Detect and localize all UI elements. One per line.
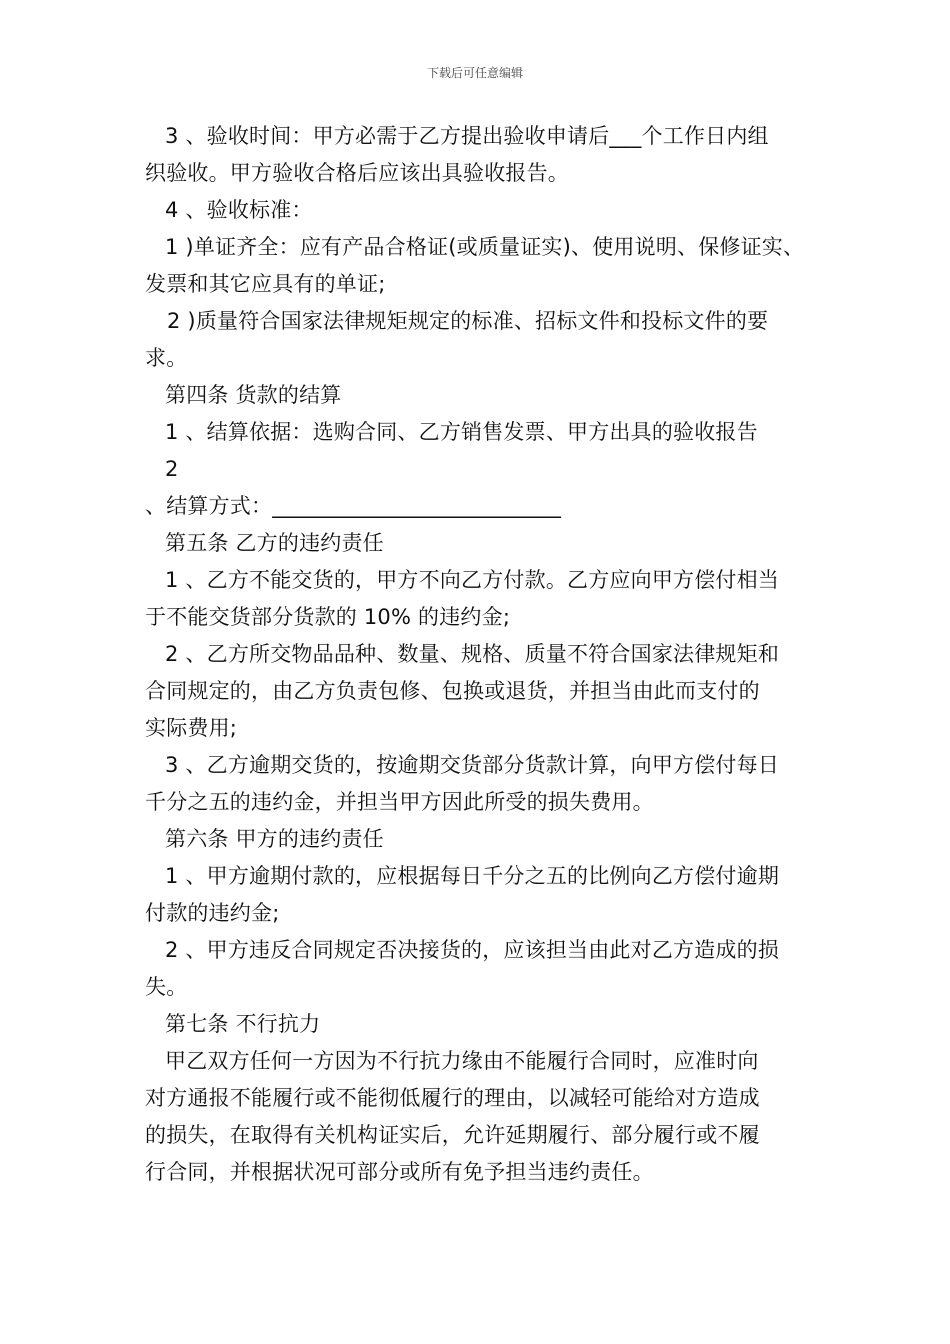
text-line: 付款的违约金; (145, 901, 280, 925)
document-body (145, 118, 825, 1191)
text-line: 3 、乙方逾期交货的，按逾期交货部分货款计算，向甲方偿付每日 (165, 753, 780, 777)
text-line: 发票和其它应具有的单证; (145, 272, 386, 296)
section-heading: 第五条 乙方的违约责任 (165, 531, 384, 555)
text-line: 1 、乙方不能交货的，甲方不向乙方付款。乙方应向甲方偿付相当 (165, 568, 780, 592)
text-line: 1 、结算依据：选购合同、乙方销售发票、甲方出具的验收报告 (165, 420, 758, 444)
text-line: 的损失，在取得有关机构证实后，允许延期履行、部分履行或不履 (145, 1123, 760, 1147)
text-line: 求。 (145, 346, 188, 370)
text-line: 1 )单证齐全：应有产品合格证(或质量证实)、使用说明、保修证实、 (165, 235, 805, 259)
text-line: 千分之五的违约金，并担当甲方因此所受的损失费用。 (145, 790, 654, 814)
text-line: 于不能交货部分货款的 10% 的违约金; (145, 605, 511, 629)
text-line: 2 、甲方违反合同规定否决接货的，应该担当由此对乙方造成的损 (165, 938, 780, 962)
text-line: 2 、乙方所交物品品种、数量、规格、质量不符合国家法律规矩和 (165, 642, 780, 666)
page-header: 下载后可任意编辑 (426, 66, 523, 80)
text-line: 2 )质量符合国家法律规矩规定的标准、招标文件和投标文件的要 (167, 309, 769, 333)
text-line: 、结算方式：___________________________ (145, 494, 562, 518)
text-line: 失。 (145, 975, 188, 999)
text-line: 4 、验收标准： (165, 198, 313, 222)
section-heading: 第六条 甲方的违约责任 (165, 827, 384, 851)
text-line: 1 、甲方逾期付款的，应根据每日千分之五的比例向乙方偿付逾期 (165, 864, 780, 888)
text-line: 合同规定的，由乙方负责包修、包换或退货，并担当由此而支付的 (145, 679, 760, 703)
section-heading: 第七条 不行抗力 (165, 1012, 321, 1036)
text-line: 织验收。甲方验收合格后应该出具验收报告。 (145, 161, 569, 185)
text-line: 2 (165, 457, 179, 481)
text-line: 对方通报不能履行或不能彻低履行的理由，以减轻可能给对方造成 (145, 1086, 760, 1110)
text-line: 甲乙双方任何一方因为不行抗力缘由不能履行合同时，应准时向 (165, 1049, 759, 1073)
text-line: 实际费用; (145, 716, 238, 740)
text-line: 行合同，并根据状况可部分或所有免予担当违约责任。 (145, 1160, 654, 1184)
text-line: 3 、验收时间：甲方必需于乙方提出验收申请后___个工作日内组 (165, 124, 769, 148)
section-heading: 第四条 货款的结算 (165, 383, 342, 407)
